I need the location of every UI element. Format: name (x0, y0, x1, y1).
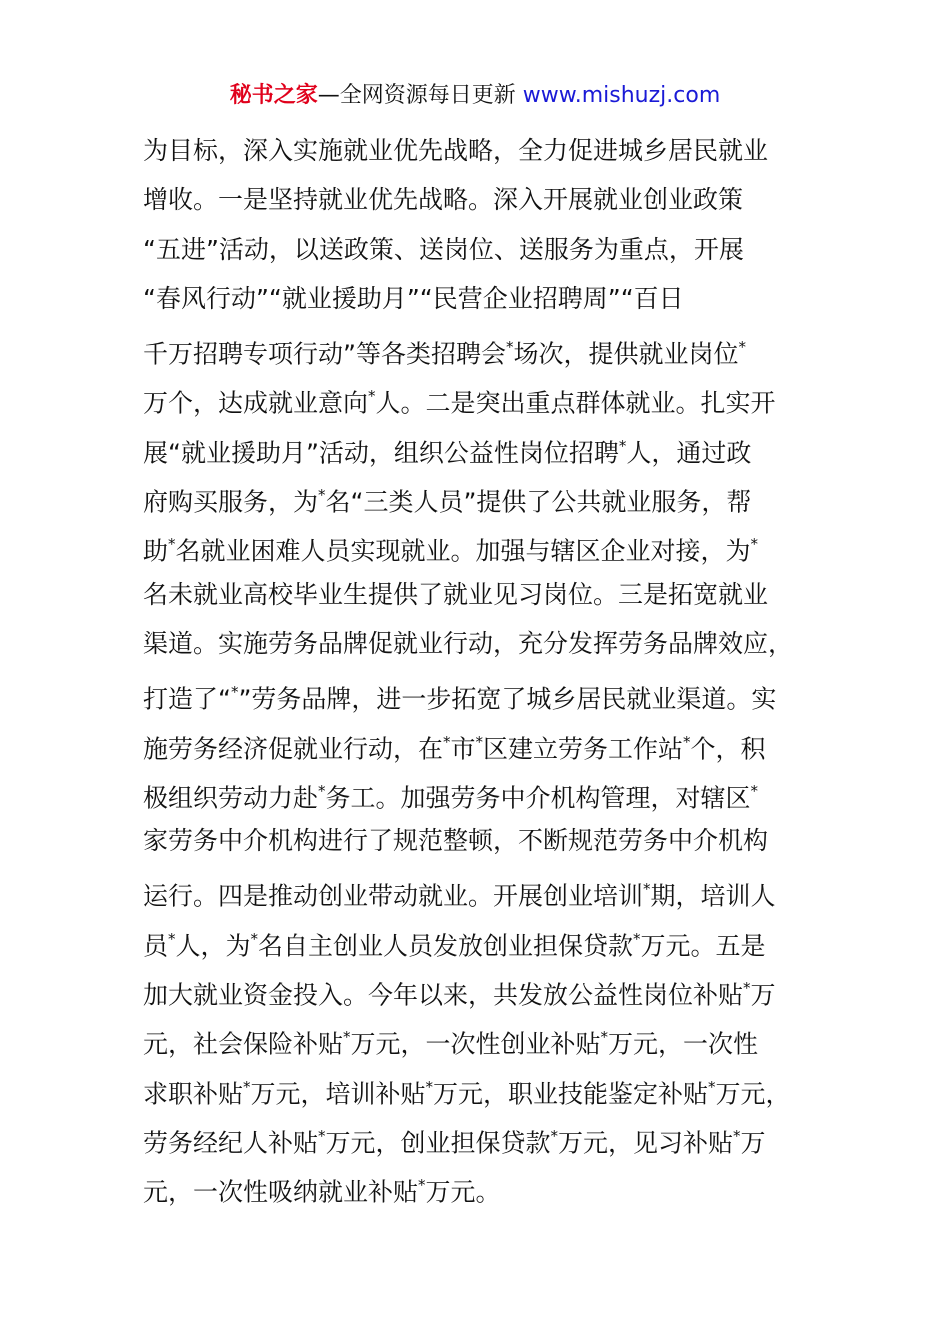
placeholder-mark: * (683, 732, 691, 751)
text-line: 府购买服务，为*名“三类人员”提供了公共就业服务，帮 (143, 486, 752, 517)
text-line: 求职补贴*万元，培训补贴*万元，职业技能鉴定补贴*万元， (143, 1077, 791, 1109)
placeholder-mark: * (368, 387, 376, 406)
header-tagline: —全网资源每日更新 (317, 83, 516, 108)
placeholder-mark: * (618, 436, 627, 455)
placeholder-mark: * (343, 1028, 351, 1047)
text-line: 运行。四是推动创业带动就业。开展创业培训*期，培训人 (143, 880, 776, 911)
text-line: 助*名就业困难人员实现就业。加强与辖区企业对接，为* (143, 535, 759, 566)
text-line: 加大就业资金投入。今年以来，共发放公益性岗位补贴*万 (143, 979, 776, 1010)
text-line: 施劳务经济促就业行动，在*市*区建立劳务工作站*个，积 (143, 732, 766, 764)
text-line: 打造了“*”劳务品牌，进一步拓宽了城乡居民就业渠道。实 (143, 683, 777, 714)
text-line: 为目标，深入实施就业优先战略，全力促进城乡居民就业 (143, 136, 769, 165)
placeholder-mark: * (425, 1077, 434, 1096)
placeholder-mark: * (250, 929, 259, 948)
placeholder-mark: * (643, 880, 651, 899)
placeholder-mark: * (230, 683, 239, 702)
placeholder-mark: * (633, 929, 641, 948)
placeholder-mark: * (738, 338, 746, 357)
text-line: 千万招聘专项行动”等各类招聘会*场次，提供就业岗位* (143, 338, 746, 369)
page-header (0, 80, 950, 112)
text-line: 名未就业高校毕业生提供了就业见习岗位。三是拓宽就业 (143, 579, 769, 609)
brand-name: 秘书之家 (229, 83, 318, 108)
text-line: 展“就业援助月”活动，组织公益性岗位招聘*人，通过政 (143, 436, 752, 468)
placeholder-mark: * (318, 781, 326, 800)
text-line: “春风行动”“就业援助月”“民营企业招聘周”“百日 (143, 283, 684, 313)
placeholder-mark: * (750, 781, 759, 800)
document-body (143, 126, 833, 1211)
placeholder-mark: * (505, 338, 514, 357)
placeholder-mark: * (443, 732, 451, 751)
text-line: “五进”活动，以送政策、送岗位、送服务为重点，开展 (143, 234, 744, 264)
placeholder-mark: * (243, 1077, 251, 1096)
placeholder-mark: * (743, 979, 751, 998)
placeholder-mark: * (708, 1077, 716, 1096)
placeholder-mark: * (318, 1126, 326, 1145)
text-line: 渠道。实施劳务品牌促就业行动，充分发挥劳务品牌效应， (143, 628, 794, 658)
placeholder-mark: * (733, 1126, 741, 1145)
site-url-link[interactable]: www.mishuzj.com (522, 83, 721, 108)
placeholder-mark: * (750, 535, 759, 554)
text-line: 家劳务中介机构进行了规范整顿，不断规范劳务中介机构 (143, 826, 769, 856)
placeholder-mark: * (550, 1126, 559, 1145)
placeholder-mark: * (475, 732, 484, 751)
text-line: 元，社会保险补贴*万元，一次性创业补贴*万元，一次性 (143, 1028, 759, 1059)
text-line: 增收。一是坚持就业优先战略。深入开展就业创业政策 (143, 185, 744, 215)
placeholder-mark: * (168, 929, 176, 948)
placeholder-mark: * (418, 1176, 426, 1195)
placeholder-mark: * (318, 486, 326, 505)
placeholder-mark: * (168, 535, 176, 554)
text-line: 极组织劳动力赴*务工。加强劳务中介机构管理，对辖区* (143, 781, 759, 813)
text-line: 元，一次性吸纳就业补贴*万元。 (143, 1176, 501, 1207)
text-line: 员*人，为*名自主创业人员发放创业担保贷款*万元。五是 (143, 929, 766, 961)
placeholder-mark: * (600, 1028, 609, 1047)
text-line: 万个，达成就业意向*人。二是突出重点群体就业。扎实开 (143, 387, 776, 418)
text-line: 劳务经纪人补贴*万元，创业担保贷款*万元，见习补贴*万 (143, 1126, 766, 1158)
